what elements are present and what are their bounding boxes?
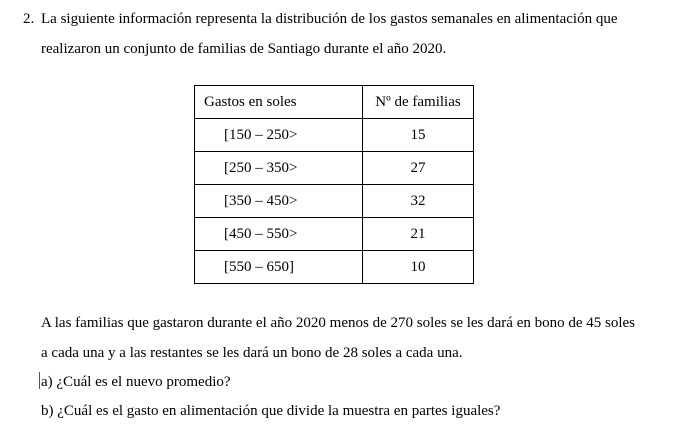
problem-statement-line-2: realizaron un conjunto de familias de Santiago durante el año 2020. xyxy=(41,41,447,57)
table-row xyxy=(195,218,474,251)
text-cursor xyxy=(39,372,40,389)
problem-number: 2. xyxy=(23,11,35,27)
interval-cell: [250 – 350> xyxy=(195,152,363,185)
count-cell: 10 xyxy=(363,251,474,284)
table-row xyxy=(195,185,474,218)
count-cell: 21 xyxy=(363,218,474,251)
table-row xyxy=(195,152,474,185)
table-row xyxy=(195,119,474,152)
count-cell: 32 xyxy=(363,185,474,218)
table-header-row xyxy=(195,86,474,119)
count-cell: 15 xyxy=(363,119,474,152)
question-a-label: a) ¿Cuál es el nuevo promedio? xyxy=(41,374,231,390)
paragraph-line-1: A las familias que gastaron durante el año 2020 menos de 270 soles se les dará en bono de 45 soles xyxy=(41,315,636,331)
problem-statement-line-1: La siguiente información representa la distribución de los gastos semanales en alimentación que xyxy=(41,11,618,27)
count-cell: 27 xyxy=(363,152,474,185)
question-a xyxy=(41,372,231,392)
question-b: b) ¿Cuál es el gasto en alimentación que divide la muestra en partes iguales? xyxy=(41,403,501,419)
paragraph-line-2: a cada una y a las restantes se les dará un bono de 28 soles a cada una. xyxy=(41,345,463,361)
header-familias: Nº de familias xyxy=(363,86,474,119)
interval-cell: [550 – 650] xyxy=(195,251,363,284)
table-row xyxy=(195,251,474,284)
frequency-table xyxy=(194,85,474,284)
header-gastos: Gastos en soles xyxy=(195,86,363,119)
interval-cell: [350 – 450> xyxy=(195,185,363,218)
interval-cell: [150 – 250> xyxy=(195,119,363,152)
interval-cell: [450 – 550> xyxy=(195,218,363,251)
